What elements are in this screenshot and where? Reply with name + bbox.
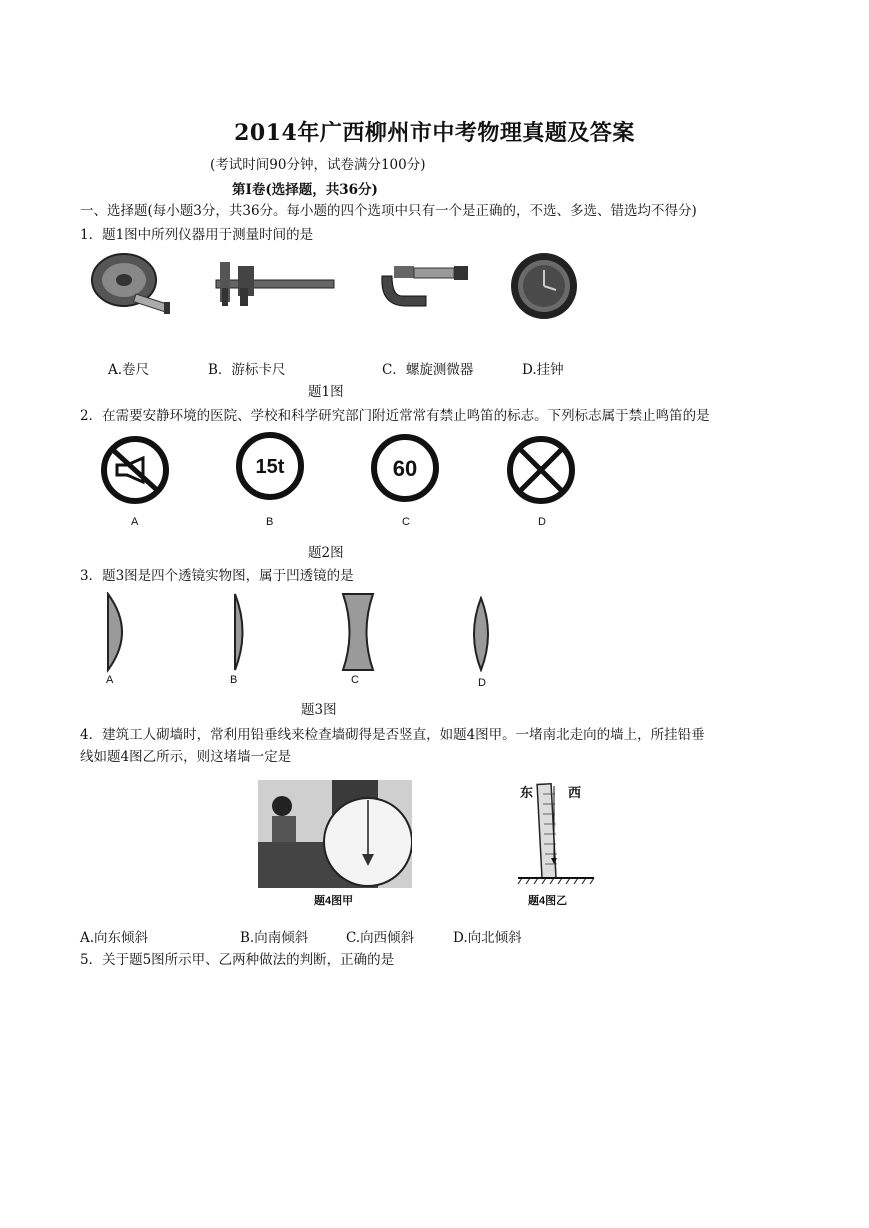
q1-option-b: B．游标卡尺 bbox=[208, 362, 286, 378]
lens-b-image bbox=[228, 592, 252, 674]
question-5-text: 5．关于题5图所示甲、乙两种做法的判断，正确的是 bbox=[80, 952, 395, 968]
sign-60-text: 60 bbox=[392, 456, 418, 481]
question-4-text-line2: 线如题4图乙所示，则这堵墙一定是 bbox=[80, 749, 292, 765]
question-2-text: 2．在需要安静环境的医院、学校和科学研究部门附近常常有禁止鸣笛的标志。下列标志属于禁止鸣笛的是 bbox=[80, 408, 710, 424]
q4-option-c: C.向西倾斜 bbox=[346, 930, 415, 946]
lens-a-image bbox=[100, 592, 140, 674]
section-title: 第Ⅰ卷(选择题，共36分) bbox=[232, 182, 378, 198]
q1-option-a: A.卷尺 bbox=[108, 362, 150, 378]
wall-clock-image bbox=[508, 250, 580, 322]
weight-limit-sign bbox=[234, 430, 306, 502]
tape-measure-image bbox=[86, 250, 176, 318]
exam-info: (考试时间90分钟，试卷满分100分) bbox=[210, 157, 426, 173]
fig4a-caption: 题4图甲 bbox=[314, 895, 354, 907]
q1-caption: 题1图 bbox=[308, 384, 344, 400]
q2-label-d: D bbox=[538, 516, 546, 528]
sign-15t-text: 15t bbox=[255, 456, 285, 478]
lens-c-image bbox=[340, 592, 376, 674]
q2-caption: 题2图 bbox=[308, 545, 344, 561]
q2-label-b: B bbox=[266, 516, 274, 528]
q2-label-c: C bbox=[402, 516, 410, 528]
vernier-caliper-image bbox=[212, 258, 338, 310]
question-1-text: 1．题1图中所列仪器用于测量时间的是 bbox=[80, 227, 314, 243]
q3-label-a: A bbox=[106, 674, 114, 686]
east-label: 东 bbox=[520, 786, 534, 801]
q1-option-c: C．螺旋测微器 bbox=[382, 362, 474, 378]
fig4b-caption: 题4图乙 bbox=[528, 895, 568, 907]
q4-option-b: B.向南倾斜 bbox=[240, 930, 309, 946]
instructions: 一、选择题(每小题3分，共36分。每小题的四个选项中只有一个是正确的，不选、多选、错选均不得分) bbox=[80, 203, 697, 219]
lens-d-image bbox=[468, 596, 494, 672]
q1-option-d: D.挂钟 bbox=[522, 362, 564, 378]
bricklayer-plumb-image bbox=[258, 780, 412, 888]
q2-label-a: A bbox=[131, 516, 139, 528]
q4-option-a: A.向东倾斜 bbox=[80, 930, 149, 946]
no-stopping-sign bbox=[505, 434, 577, 506]
speed-limit-sign bbox=[369, 432, 441, 504]
no-horn-sign bbox=[99, 434, 171, 506]
micrometer-image bbox=[376, 256, 472, 312]
q3-label-c: C bbox=[351, 674, 359, 686]
q3-label-d: D bbox=[478, 677, 486, 689]
q3-caption: 题3图 bbox=[301, 702, 337, 718]
question-4-text-line1: 4．建筑工人砌墙时，常利用铅垂线来检查墙砌得是否竖直，如题4图甲。一堵南北走向的墙上，所挂铅垂 bbox=[80, 727, 705, 743]
west-label: 西 bbox=[568, 786, 582, 801]
question-3-text: 3．题3图是四个透镜实物图，属于凹透镜的是 bbox=[80, 568, 354, 584]
q4-option-d: D.向北倾斜 bbox=[453, 930, 522, 946]
page-title: 2014年广西柳州市中考物理真题及答案 bbox=[234, 120, 635, 146]
q3-label-b: B bbox=[230, 674, 238, 686]
